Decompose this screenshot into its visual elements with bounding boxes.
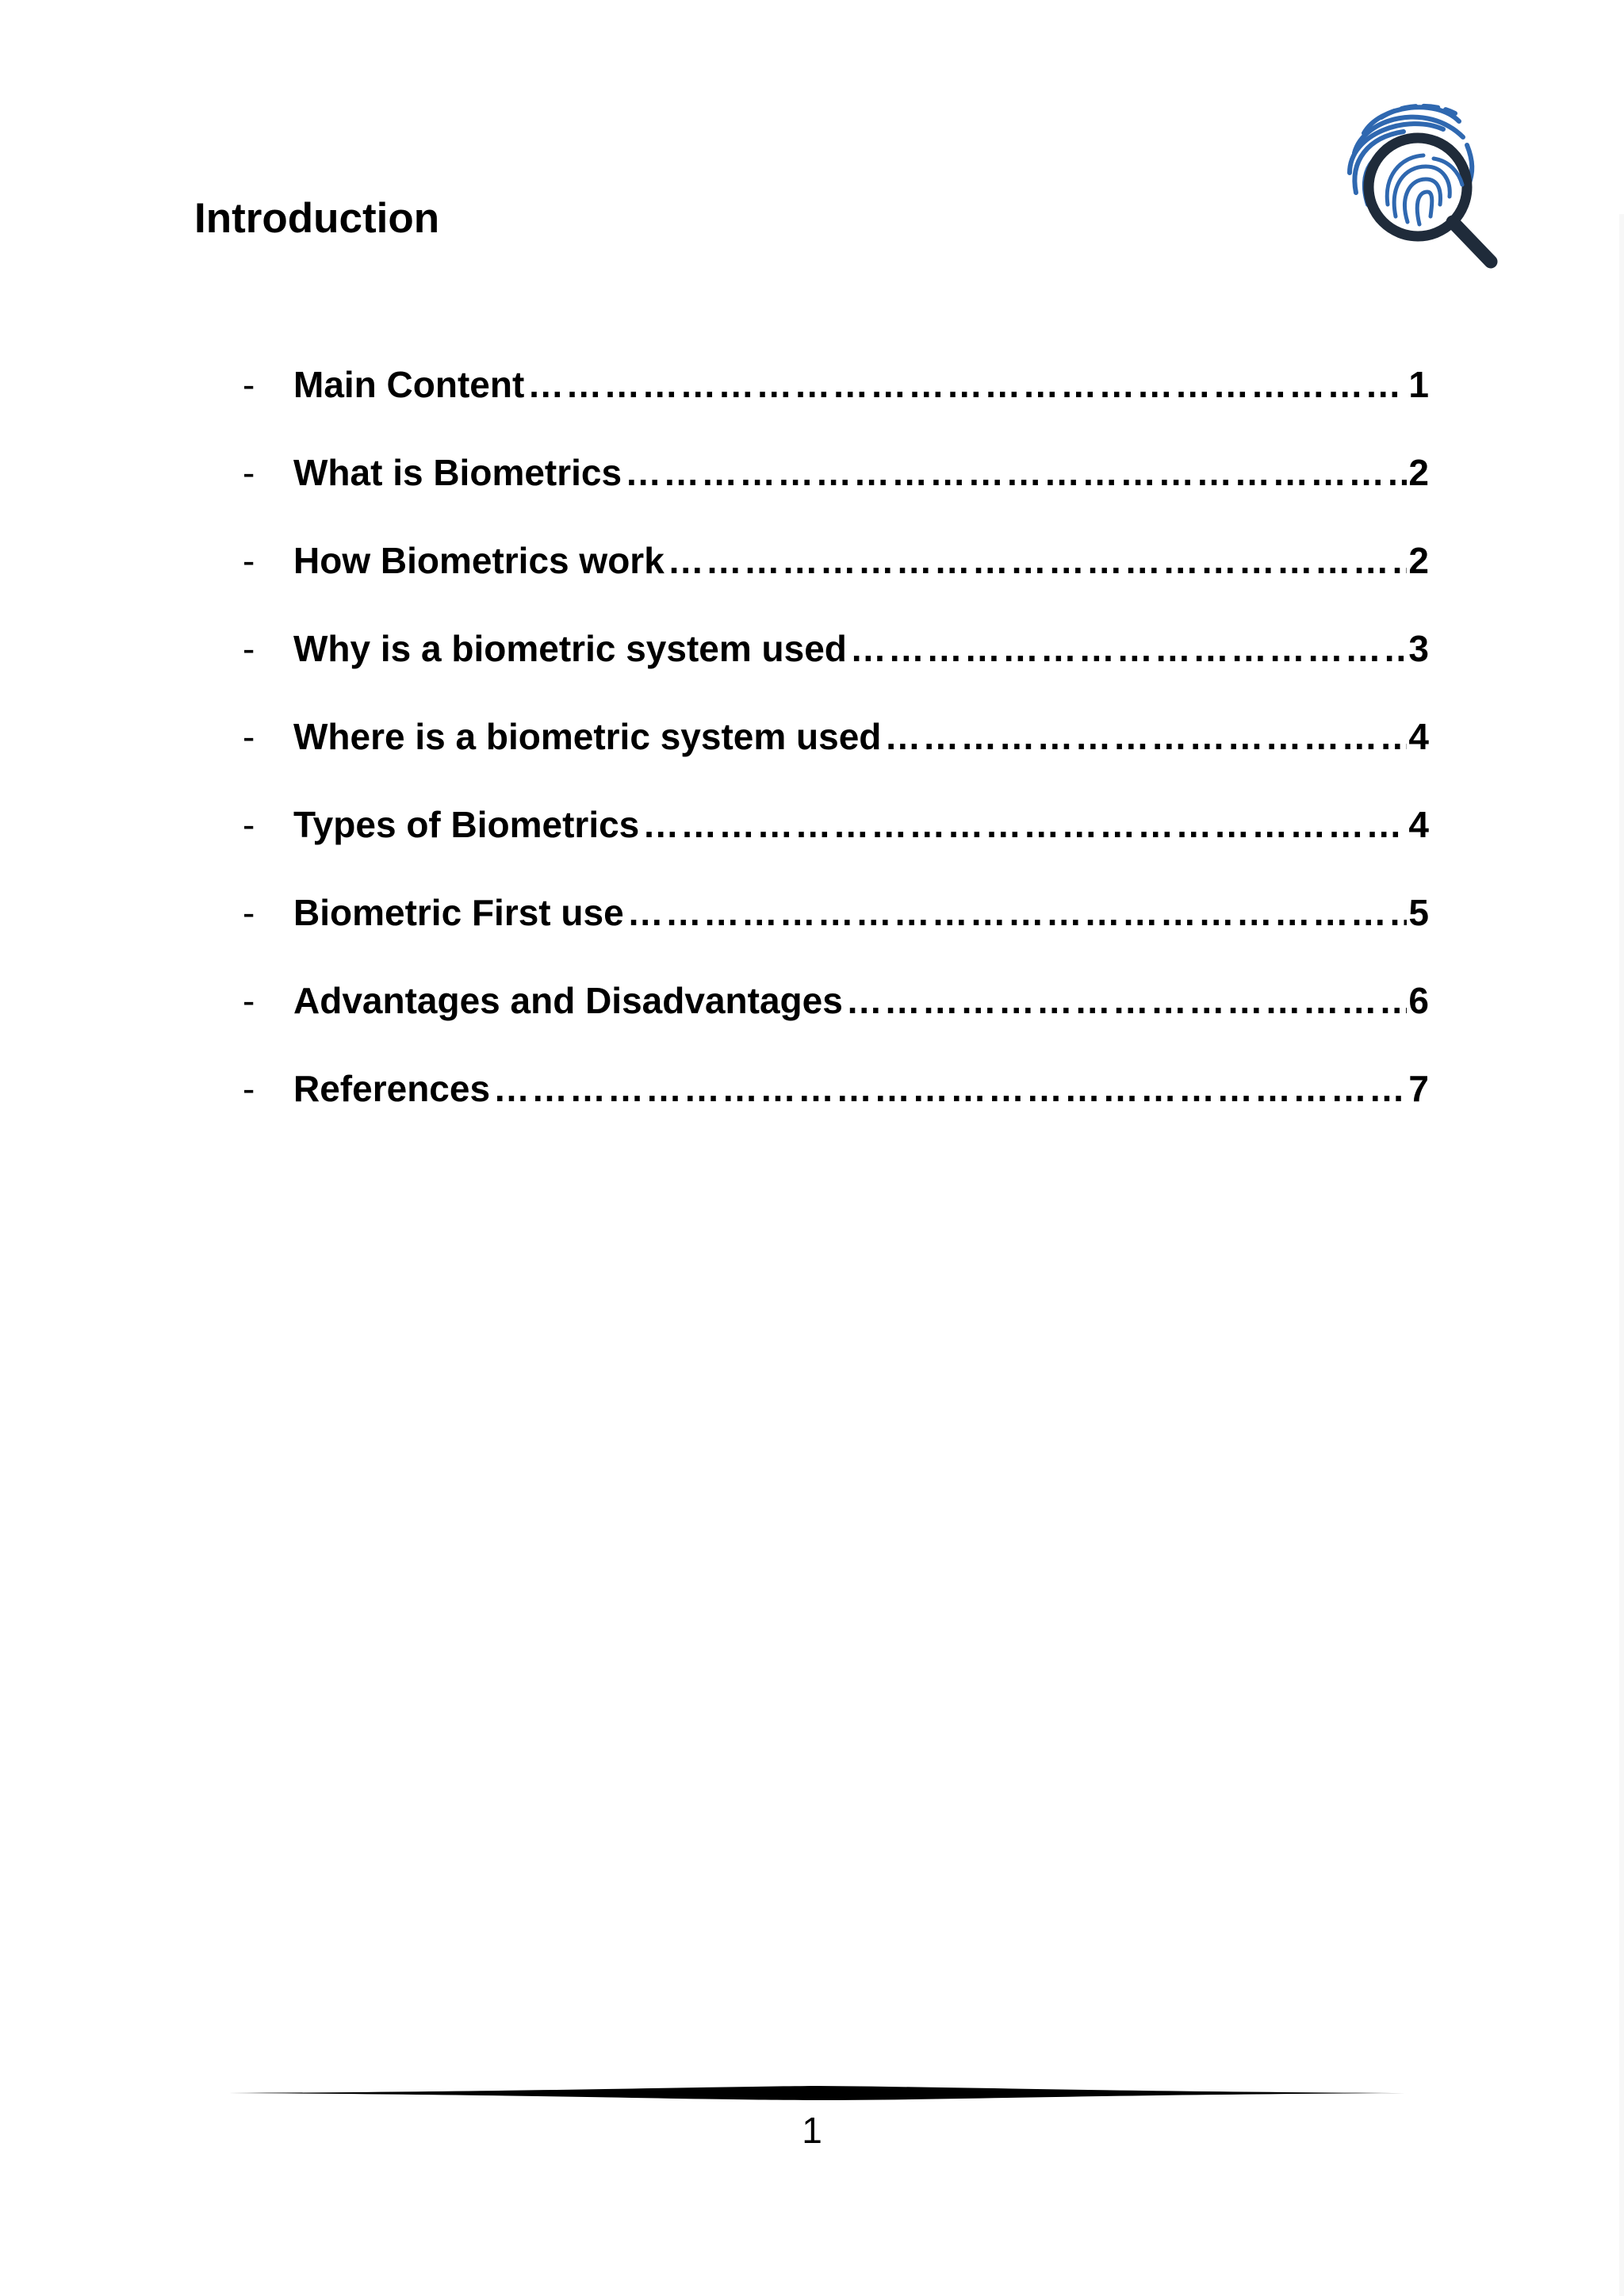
page-edge-shadow — [1619, 214, 1624, 2296]
toc-dot-leader — [642, 803, 1407, 846]
toc-entry-types — [243, 803, 1429, 891]
toc-dot-leader — [846, 979, 1408, 1022]
toc-entry-how-biometrics-work — [243, 539, 1429, 627]
toc-page-number: 2 — [1408, 452, 1429, 493]
footer-divider — [228, 2084, 1405, 2103]
page-title: Introduction — [194, 195, 440, 242]
toc-page-number: 5 — [1408, 892, 1429, 933]
toc-dot-leader — [527, 363, 1407, 406]
toc-bullet: - — [243, 980, 255, 1021]
toc-bullet: - — [243, 892, 255, 933]
toc-title: What is Biometrics — [293, 452, 622, 493]
toc-entry-advantages — [243, 979, 1429, 1067]
toc-dot-leader — [625, 451, 1407, 494]
toc-title: Advantages and Disadvantages — [293, 980, 843, 1021]
toc-title: References — [293, 1068, 491, 1109]
table-of-contents — [243, 363, 1429, 1155]
toc-dot-leader — [850, 627, 1408, 670]
toc-entry-why-used — [243, 627, 1429, 715]
toc-page-number: 1 — [1408, 364, 1429, 405]
toc-entry-references — [243, 1067, 1429, 1155]
toc-bullet: - — [243, 716, 255, 757]
toc-entry-where-used — [243, 715, 1429, 803]
toc-dot-leader — [493, 1067, 1407, 1110]
toc-page-number: 4 — [1408, 804, 1429, 845]
toc-page-number: 2 — [1408, 540, 1429, 581]
toc-title: Biometric First use — [293, 892, 624, 933]
toc-dot-leader — [884, 715, 1407, 758]
toc-bullet: - — [243, 804, 255, 845]
toc-page-number: 3 — [1408, 628, 1429, 669]
toc-title: How Biometrics work — [293, 540, 665, 581]
toc-bullet: - — [243, 452, 255, 493]
toc-title: Main Content — [293, 364, 525, 405]
toc-bullet: - — [243, 628, 255, 669]
toc-page-number: 6 — [1408, 980, 1429, 1021]
toc-dot-leader — [668, 539, 1408, 582]
fingerprint-magnifier-icon — [1332, 86, 1507, 276]
toc-title: Types of Biometrics — [293, 804, 640, 845]
toc-page-number: 7 — [1408, 1068, 1429, 1109]
toc-bullet: - — [243, 1068, 255, 1109]
toc-bullet: - — [243, 540, 255, 581]
toc-title: Where is a biometric system used — [293, 716, 882, 757]
toc-entry-first-use — [243, 891, 1429, 979]
toc-bullet: - — [243, 364, 255, 405]
toc-entry-main-content — [243, 363, 1429, 451]
toc-dot-leader — [627, 891, 1408, 934]
toc-entry-what-is-biometrics — [243, 451, 1429, 539]
page-number: 1 — [802, 2110, 822, 2151]
toc-title: Why is a biometric system used — [293, 628, 847, 669]
toc-page-number: 4 — [1408, 716, 1429, 757]
